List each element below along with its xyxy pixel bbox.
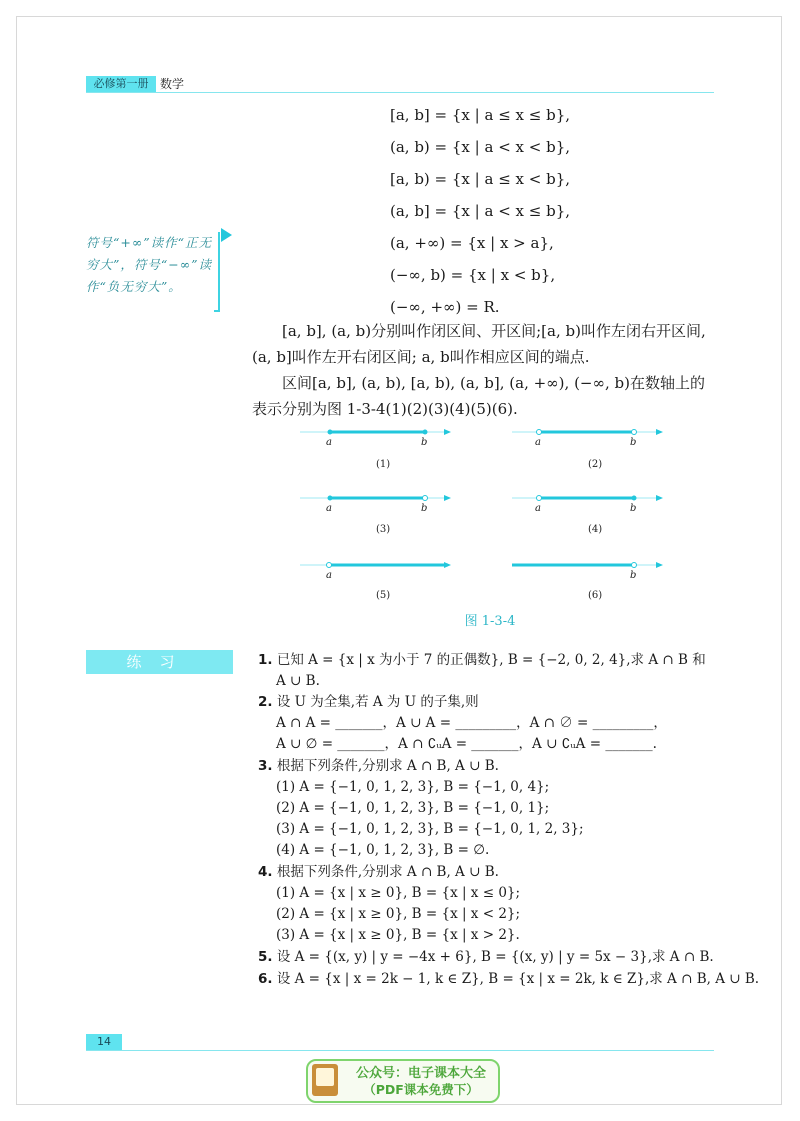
margin-note: 符号“+∞”读作“正无穷大”，符号“−∞”读作“负无穷大”。 [86,235,213,294]
open-endpoint [632,563,637,568]
open-endpoint [632,430,637,435]
exercise-line [276,883,520,904]
body-paragraph: 区间[a, b], (a, b), [a, b), (a, b], (a, +∞), (−∞, b)在数轴上的表示分别为图 1-3-4(1)(2)(3)(4)(5)(6). [252,374,705,418]
exercise-line [276,904,520,925]
page-number: 14 [86,1034,122,1050]
exercise-text: 设 A = {x | x = 2k − 1, k ∈ Z}, B = {x | x = 2k, k ∈ Z},求 A ∩ B, A ∪ B. [276,971,760,987]
endpoint-label: a [326,570,332,581]
formula-line: (−∞, +∞) = R. [390,298,500,316]
endpoint-label: a [535,437,541,448]
panel-label: (3) [376,524,391,535]
number-line-figure [300,420,670,600]
endpoint-label: b [421,503,428,514]
exercise-text: A ∪ ∅ = _______，A ∩ ∁ᵤA = _______，A ∪ ∁ᵤA = _______. [276,736,657,752]
book-icon-page [316,1068,334,1086]
exercise-text: (1) A = {x | x ≥ 0}, B = {x | x ≤ 0}; [276,885,521,901]
formula-line: [a, b) = {x | a ≤ x < b}, [390,170,571,188]
exercise-line [258,862,499,883]
exercise-line [276,713,667,734]
panel-label: (1) [376,459,391,470]
formula-line: (a, b] = {x | a < x ≤ b}, [390,202,571,220]
exercise-text: 设 U 为全集,若 A 为 U 的子集,则 [276,694,479,710]
margin-note-tick [214,310,220,312]
exercise-text: (3) A = {−1, 0, 1, 2, 3}, B = {−1, 0, 1, 2, 3}; [276,821,584,837]
formula-line: (a, b) = {x | a < x < b}, [390,138,571,156]
exercise-line [276,798,549,819]
endpoint-label: b [630,503,637,514]
open-endpoint [423,496,428,501]
number-line-panel-5 [300,563,450,601]
panel-label: (4) [588,524,603,535]
exercise-text: A ∩ A = _______，A ∪ A = _________，A ∩ ∅ = _________， [276,715,667,731]
exercise-text: 已知 A = {x | x 为小于 7 的正偶数}, B = {−2, 0, 2, 4},求 A ∩ B 和 [276,652,706,668]
exercise-number: 6. [258,971,273,987]
margin-note-bar [218,232,220,312]
endpoint-label: a [535,503,541,514]
footer-rule [86,1050,714,1051]
panel-label: (2) [588,459,603,470]
exercise-text: 设 A = {(x, y) | y = −4x + 6}, B = {(x, y) | y = 5x − 3},求 A ∩ B. [276,949,714,965]
closed-endpoint [632,496,637,501]
closed-endpoint [328,430,333,435]
exercise-number: 2. [258,694,273,710]
open-endpoint [327,563,332,568]
number-line-panel-1 [300,430,450,471]
exercise-number: 1. [258,652,273,668]
number-line-panel-6 [512,563,662,601]
formula-line: (−∞, b) = {x | x < b}, [390,266,556,284]
body-paragraph: [a, b], (a, b)分别叫作闭区间、开区间;[a, b)叫作左闭右开区间,(a, b]叫作左开右闭区间; a, b叫作相应区间的端点. [252,322,706,366]
closed-endpoint [328,496,333,501]
exercise-text: A ∪ B. [276,673,320,689]
exercise-text: (2) A = {−1, 0, 1, 2, 3}, B = {−1, 0, 1}; [276,800,550,816]
book-tag: 必修第一册 [86,76,156,92]
exercise-number: 5. [258,949,273,965]
panel-label: (5) [376,590,391,600]
exercise-text: 根据下列条件,分别求 A ∩ B, A ∪ B. [276,758,499,774]
header-rule [86,92,714,93]
promo-badge-title: 公众号：电子课本大全 [355,1066,486,1081]
exercise-text: 根据下列条件,分别求 A ∩ B, A ∪ B. [276,864,499,880]
endpoint-label: a [326,437,332,448]
margin-note-arrow-icon [221,228,232,242]
open-endpoint [537,430,542,435]
endpoint-label: b [630,570,637,581]
exercise-line [258,947,714,968]
exercise-number: 3. [258,758,273,774]
exercise-line [276,819,584,840]
exercise-line [258,692,479,713]
open-endpoint [537,496,542,501]
exercise-text: (3) A = {x | x ≥ 0}, B = {x | x > 2}. [276,927,520,943]
number-line-panel-2 [512,430,662,471]
number-line-panel-3 [300,496,450,536]
subject-label: 数学 [160,77,185,91]
exercise-text: (1) A = {−1, 0, 1, 2, 3}, B = {−1, 0, 4}; [276,779,550,795]
formula-line: [a, b] = {x | a ≤ x ≤ b}, [390,106,571,124]
exercise-line [276,734,657,755]
number-line-panel-4 [512,496,662,536]
endpoint-label: b [630,437,637,448]
exercise-line [276,777,549,798]
endpoint-label: b [421,437,428,448]
exercise-title: 练习 [126,653,193,671]
panel-label: (6) [588,590,603,600]
endpoint-label: a [326,503,332,514]
exercise-line [258,756,499,777]
exercise-line [258,650,706,671]
formula-line: (a, +∞) = {x | x > a}, [390,234,554,252]
exercise-number: 4. [258,864,273,880]
exercise-line [276,671,320,692]
exercise-line [276,925,520,946]
exercise-text: (2) A = {x | x ≥ 0}, B = {x | x < 2}; [276,906,521,922]
figure-caption: 图 1-3-4 [464,614,516,629]
closed-endpoint [423,430,428,435]
exercise-line [276,840,489,861]
exercise-line [258,969,759,990]
promo-badge-subtitle: （PDF课本免费下） [363,1082,479,1097]
exercise-text: (4) A = {−1, 0, 1, 2, 3}, B = ∅. [276,842,490,858]
